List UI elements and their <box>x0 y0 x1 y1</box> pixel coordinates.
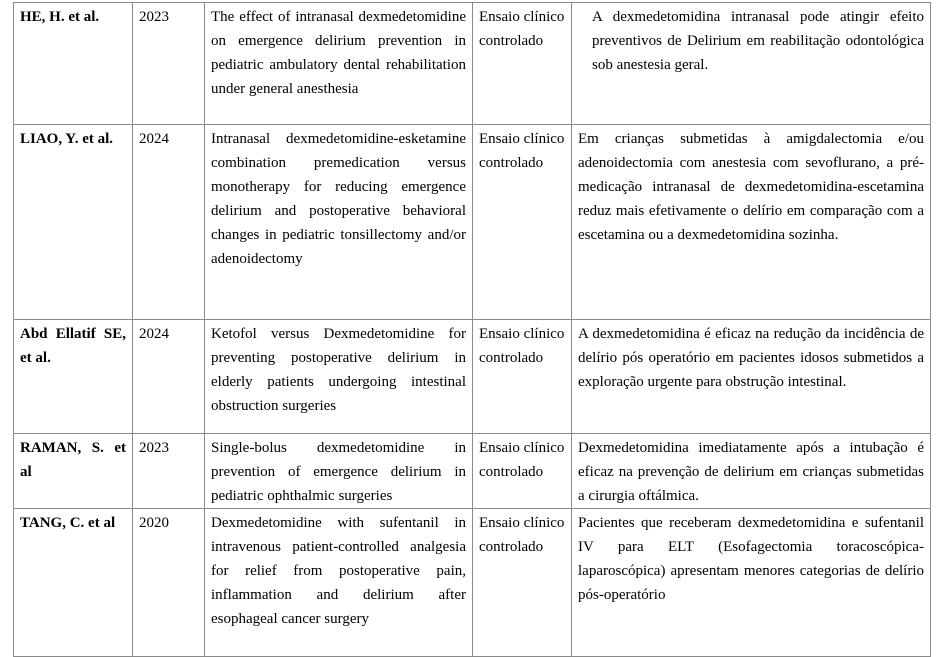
study-design-cell: Ensaio clínico controlado <box>473 509 572 657</box>
year-cell: 2024 <box>133 125 205 320</box>
study-design-cell: Ensaio clínico controlado <box>473 3 572 125</box>
table-row <box>14 3 931 125</box>
title-cell: Ketofol versus Dexmedetomidine for preventing postoperative delirium in elderly patients undergoing intestinal obstruction surgeries <box>205 320 473 434</box>
table-row <box>14 320 931 434</box>
author-cell: LIAO, Y. et al. <box>14 125 133 320</box>
year-cell: 2024 <box>133 320 205 434</box>
table-row <box>14 125 931 320</box>
conclusion-cell: A dexmedetomidina intranasal pode atingir efeito preventivos de Delirium em reabilitação odontológica sob anestesia geral. <box>572 3 931 125</box>
title-cell: Dexmedetomidine with sufentanil in intravenous patient-controlled analgesia for relief from postoperative pain, inflammation and delirium after esophageal cancer surgery <box>205 509 473 657</box>
conclusion-cell: Dexmedetomidina imediatamente após a intubação é eficaz na prevenção de delirium em crianças submetidas a cirurgia oftálmica. <box>572 434 931 509</box>
study-design-cell: Ensaio clínico controlado <box>473 320 572 434</box>
title-cell: Single-bolus dexmedetomidine in prevention of emergence delirium in pediatric ophthalmic surgeries <box>205 434 473 509</box>
table-row <box>14 434 931 509</box>
study-design-cell: Ensaio clínico controlado <box>473 125 572 320</box>
author-cell: HE, H. et al. <box>14 3 133 125</box>
author-cell: TANG, C. et al <box>14 509 133 657</box>
year-cell: 2023 <box>133 3 205 125</box>
year-cell: 2020 <box>133 509 205 657</box>
conclusion-cell: Em crianças submetidas à amigdalectomia e/ou adenoidectomia com anestesia com sevoflurano, a pré-medicação intranasal de dexmedetomidina-escetamina reduz mais efetivamente o delírio em comparação com a escetamina ou a dexmedetomidina sozinha. <box>572 125 931 320</box>
studies-table <box>13 2 931 657</box>
author-cell: RAMAN, S. et al <box>14 434 133 509</box>
title-cell: The effect of intranasal dexmedetomidine on emergence delirium prevention in pediatric ambulatory dental rehabilitation under general anesthesia <box>205 3 473 125</box>
conclusion-cell: Pacientes que receberam dexmedetomidina e sufentanil IV para ELT (Esofagectomia toracoscópica-laparoscópica) apresentam menores categorias de delírio pós-operatório <box>572 509 931 657</box>
author-cell: Abd Ellatif SE, et al. <box>14 320 133 434</box>
table-row <box>14 509 931 657</box>
conclusion-cell: A dexmedetomidina é eficaz na redução da incidência de delírio pós operatório em pacientes idosos submetidos a exploração urgente para obstrução intestinal. <box>572 320 931 434</box>
year-cell: 2023 <box>133 434 205 509</box>
study-design-cell: Ensaio clínico controlado <box>473 434 572 509</box>
title-cell: Intranasal dexmedetomidine-esketamine combination premedication versus monotherapy for reducing emergence delirium and postoperative behavioral changes in pediatric tonsillectomy and/or adenoidectomy <box>205 125 473 320</box>
